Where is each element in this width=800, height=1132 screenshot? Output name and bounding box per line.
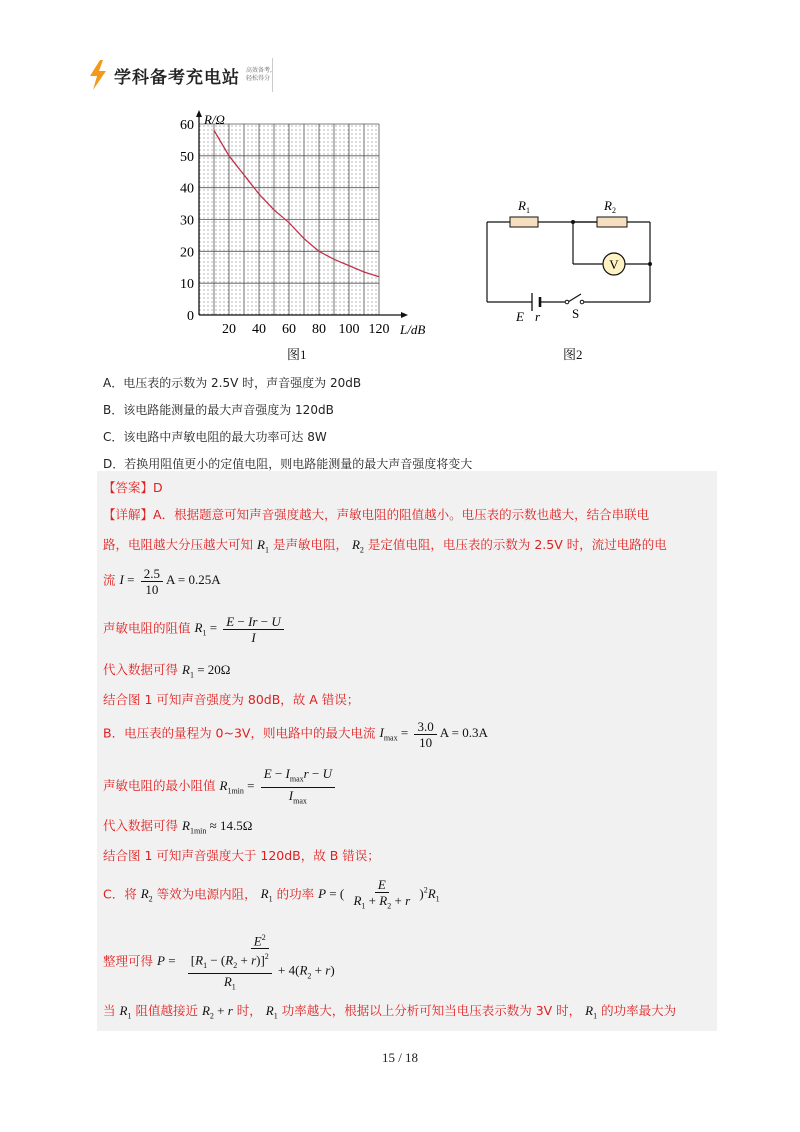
x-tick-label: 120 [368, 322, 390, 337]
detail-line-3: 流 I = $\frac{2.5}{10}$ A = 0.25A [103, 566, 221, 597]
switch-contact [565, 300, 569, 304]
x-axis-label: L/dB [400, 322, 426, 337]
switch-label: S [572, 306, 580, 321]
option-b: B．该电路能测量的最大声音强度为 120dB [103, 403, 334, 417]
option-a: A．电压表的示数为 2.5V 时，声音强度为 20dB [103, 376, 362, 390]
detail-line-6: 结合图 1 可知声音强度为 80dB，故 A 错误； [103, 692, 360, 707]
option-c: C．该电路中声敏电阻的最大功率可达 8W [103, 430, 327, 444]
answer-label: 【答案】D [103, 480, 163, 495]
y-tick-label: 0 [187, 309, 194, 324]
x-tick-label: 20 [222, 322, 236, 337]
detail-line-10: 结合图 1 可知声音强度大于 120dB，故 B 错误； [103, 848, 380, 863]
detail-line-4: 声敏电阻的阻值 $R_1$ = $\frac{E - Ir - U}{I}$ [103, 614, 713, 645]
y-tick-label: 30 [180, 213, 194, 229]
switch-contact [580, 300, 584, 304]
y-tick-label: 50 [180, 149, 194, 165]
header-divider [272, 58, 273, 92]
lightning-bolt-icon [88, 60, 108, 90]
y-tick-label: 40 [180, 181, 194, 197]
x-tick-label: 60 [282, 322, 296, 337]
page-number: 15 / 18 [381, 1050, 419, 1065]
option-d: D．若换用阻值更小的定值电阻，则电路能测量的最大声音强度将变大 [103, 457, 473, 471]
detail-line-7: B．电压表的量程为 0~3V，则电路中的最大电流 $I_{max}$ = $\frac{3.0}{10}$ A = 0.3A [103, 719, 488, 750]
detail-line-12: 整理可得 P = $E^2$ $\frac{[R_1 - (R_2 + r)]^2}{R_1}$ + $4(R_2 + r)$ [103, 930, 713, 995]
detail-line-2: 路，电阻越大分压越大可知 $R_1$ 是声敏电阻， $R_2$ 是定值电阻，电压表的示数为 2.5V 时，流过电路的电 [103, 537, 667, 555]
r2-label: $R_2$ [604, 198, 616, 215]
emf-label: E [516, 309, 524, 324]
x-tick-label: 100 [338, 322, 360, 337]
voltmeter-label: V [609, 257, 619, 272]
resistor-r1 [510, 217, 538, 227]
y-tick-label: 20 [180, 245, 194, 261]
logo-slogan: 高效备考, 轻松得分 [246, 67, 272, 82]
detail-line-11: C．将 $R_2$ 等效为电源内阻， $R_1$ 的功率 P = ( $\frac{E}{R_1 + R_2 + r}$ )$^2R_1$ [103, 877, 440, 911]
internal-resistance-label: r [535, 309, 541, 324]
logo-text: 学科备考充电站 [114, 67, 240, 88]
junction-dot [571, 220, 575, 224]
header-logo [88, 60, 280, 90]
r1-label: $R_1$ [518, 198, 530, 215]
x-tick-label: 40 [252, 322, 266, 337]
detail-line-13: 当 $R_1$ 阻值越接近 $R_2 + r$ 时， $R_1$ 功率越大，根据以上分析可知当电压表示数为 3V 时， $R_1$ 的功率最大为 [103, 1003, 677, 1021]
resistor-r2 [597, 217, 627, 227]
detail-line-5: 代入数据可得 $R_1 = 20\Omega$ [103, 662, 231, 680]
figure2-circuit [480, 190, 670, 330]
detail-line-9: 代入数据可得 $R_{1min} \approx 14.5\Omega$ [103, 818, 253, 836]
y-axis-arrow [196, 110, 202, 117]
figure1-chart [170, 108, 450, 338]
junction-dot [648, 262, 652, 266]
detail-line-8: 声敏电阻的最小阻值 $R_{1min}$ = $\frac{E - I_{max}r - U}{I_{max}}$ [103, 766, 713, 808]
y-tick-label: 10 [180, 277, 194, 293]
y-axis-label: R/Ω [204, 112, 225, 127]
x-tick-label: 80 [312, 322, 326, 337]
detail-line-1: 【详解】A．根据题意可知声音强度越大，声敏电阻的阻值越小。电压表的示数也越大，结合串联电 [103, 507, 650, 522]
figure1-caption: 图1 [287, 347, 307, 362]
figure2-caption: 图2 [563, 347, 583, 362]
y-tick-label: 60 [180, 118, 194, 133]
x-axis-arrow [401, 312, 408, 318]
